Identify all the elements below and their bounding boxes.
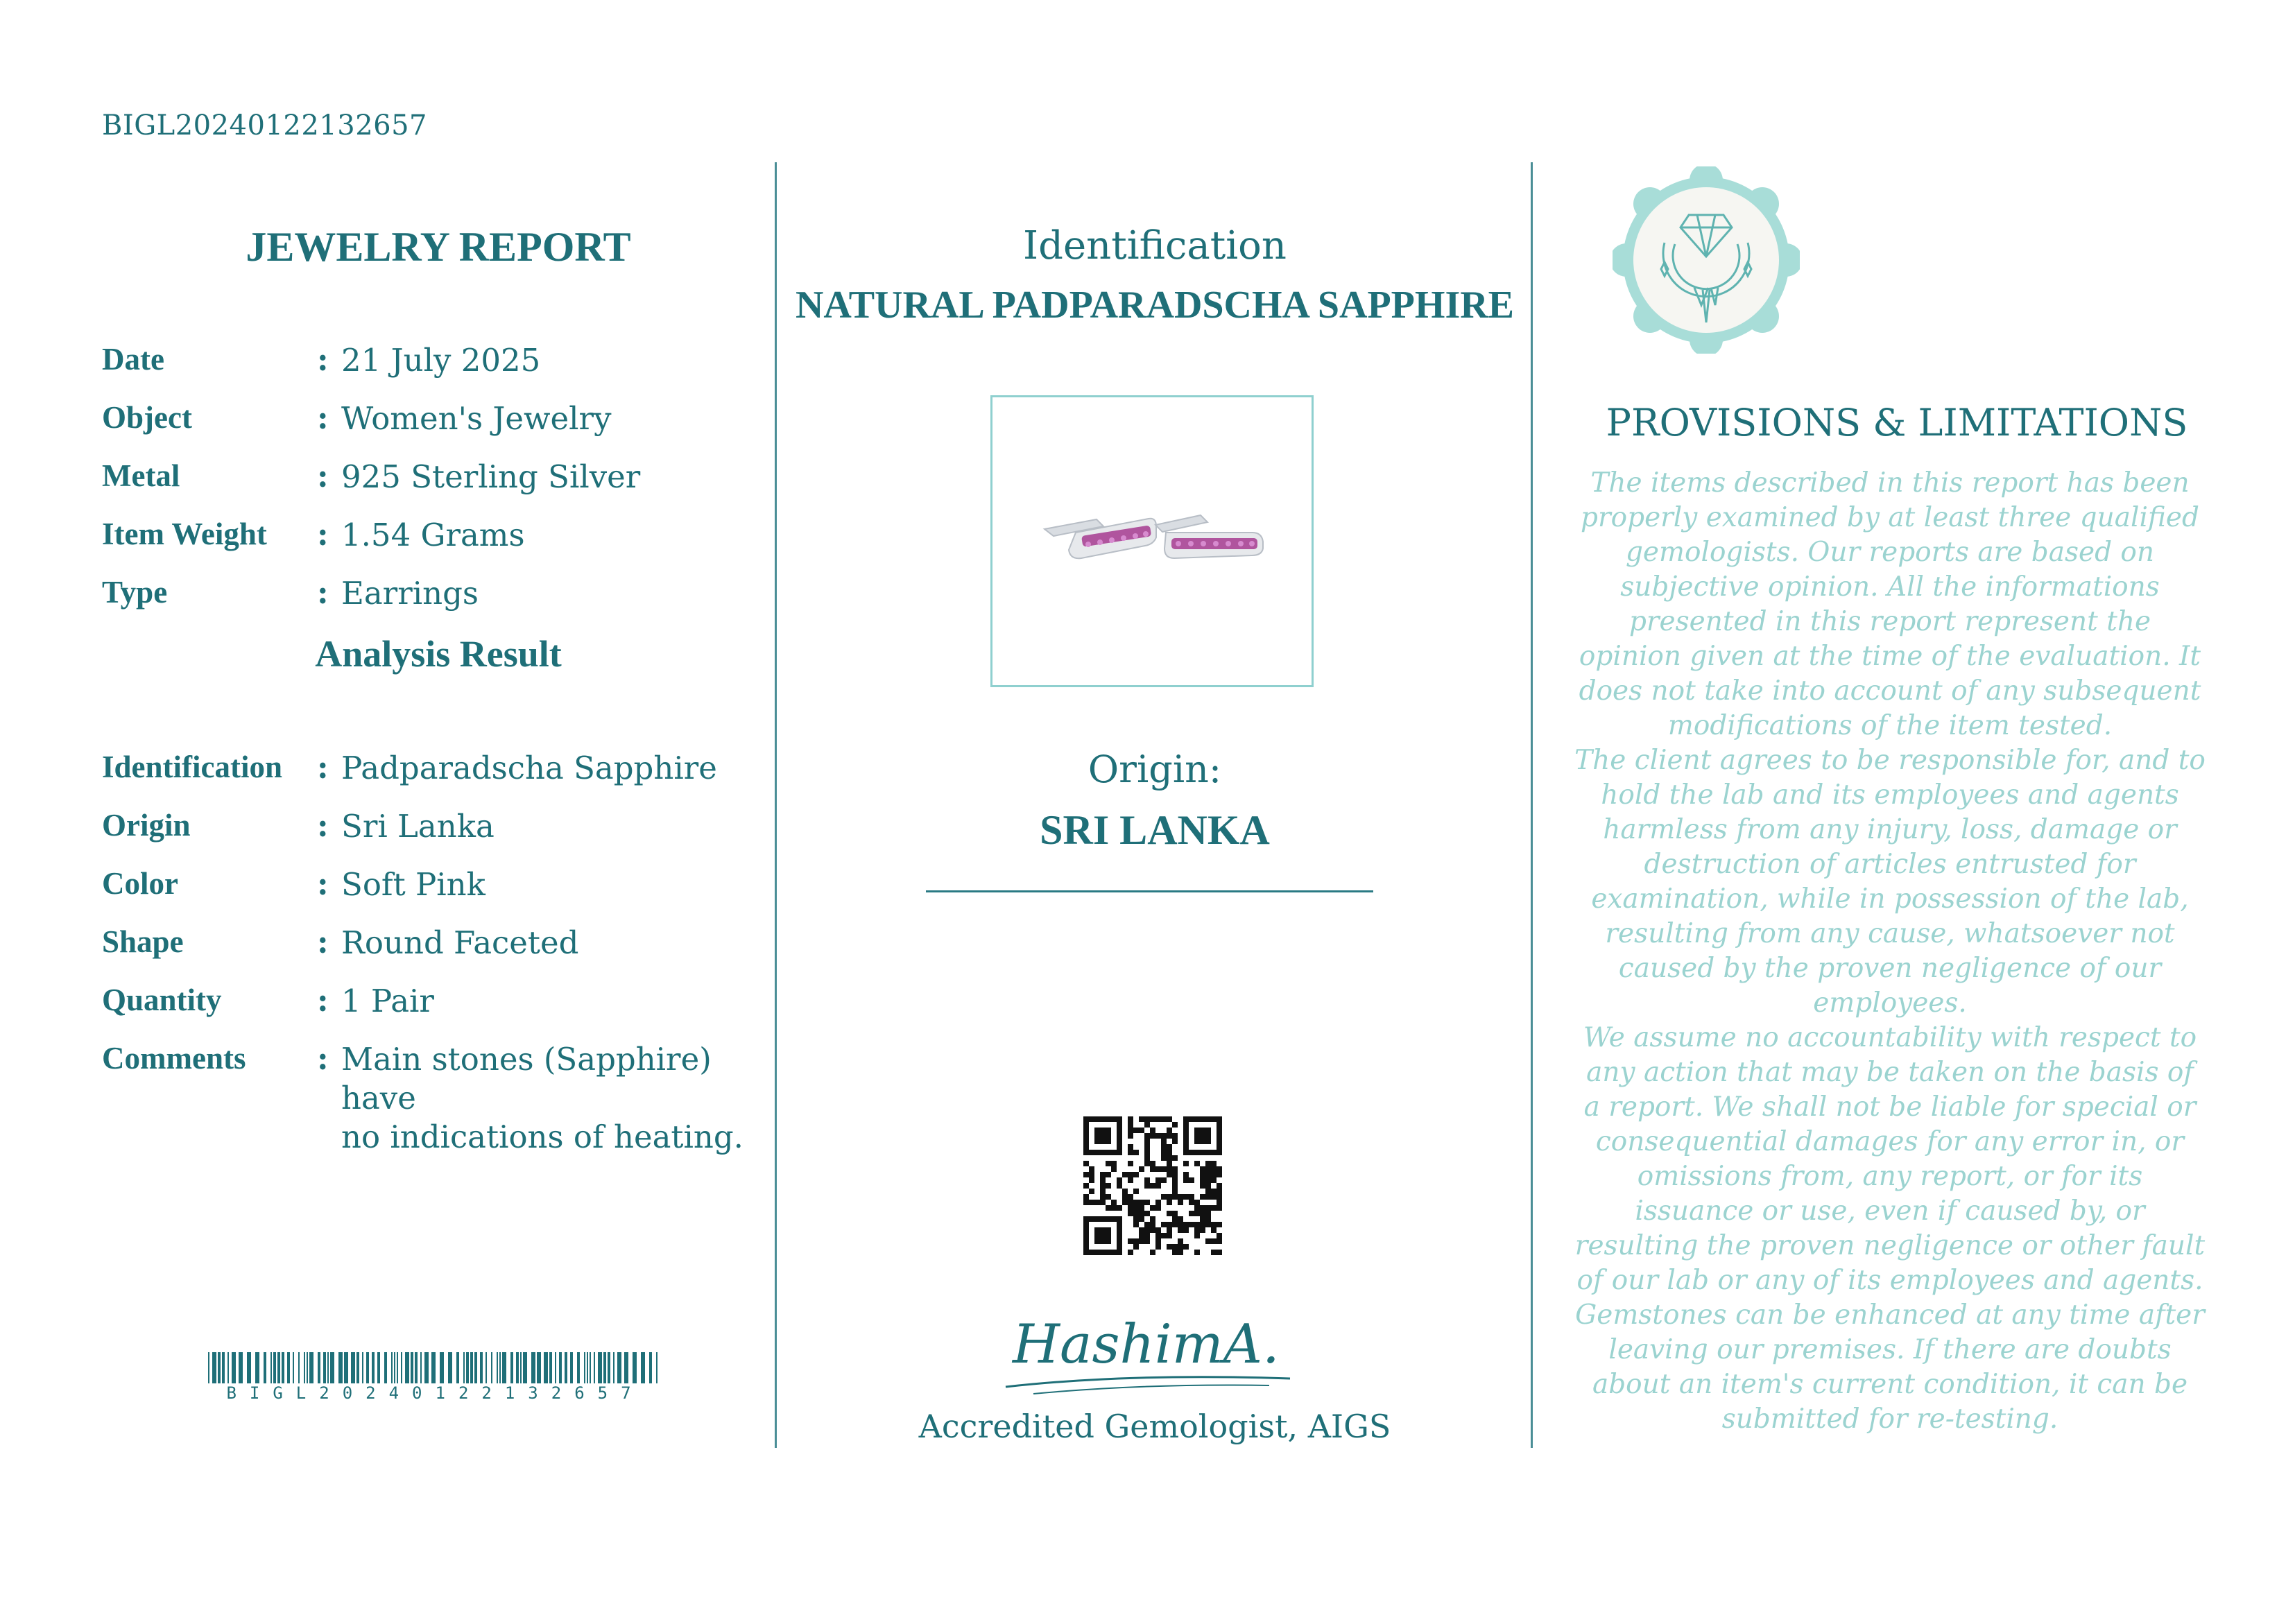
result-label: Comments	[102, 1041, 246, 1076]
detail-value: 1.54 Grams	[341, 517, 525, 553]
detail-row-object: Object : Women's Jewelry	[102, 399, 761, 448]
left-divider	[775, 162, 777, 1448]
result-label: Quantity	[102, 983, 222, 1017]
detail-value: Earrings	[341, 575, 479, 612]
result-row-shape: Shape : Round Faceted	[102, 924, 761, 972]
analysis-result-title: Analysis Result	[315, 633, 562, 675]
result-value: 1 Pair	[341, 983, 434, 1019]
result-row-origin: Origin : Sri Lanka	[102, 807, 761, 856]
result-row-comments: Comments : Main stones (Sapphire) have no indications of heating.	[102, 1040, 761, 1123]
provision-paragraph: The client agrees to be responsible for, and to hold the lab and its employees and agents harmless from any injury, loss, damage or destruction of articles entrusted for examination, while in possession of the lab, resulting from any cause, whatsoever not caused by the proven negligence of our employees.	[1574, 745, 2206, 1019]
comment-line-1: Main stones (Sapphire) have	[341, 1041, 712, 1116]
detail-label: Object	[102, 400, 192, 435]
origin-divider	[926, 890, 1373, 892]
identification-label: Identification	[1023, 223, 1287, 268]
result-label: Identification	[102, 750, 283, 784]
report-number: BIGL20240122132657	[102, 110, 427, 141]
result-value: Padparadscha Sapphire	[341, 750, 717, 786]
result-label: Color	[102, 866, 178, 901]
right-divider	[1531, 162, 1533, 1448]
item-photo-frame	[990, 395, 1314, 687]
result-row-identification: Identification : Padparadscha Sapphire	[102, 749, 761, 797]
detail-label: Item Weight	[102, 517, 267, 551]
result-row-quantity: Quantity : 1 Pair	[102, 982, 761, 1030]
earrings-photo	[992, 397, 1312, 685]
origin-label: Origin:	[1088, 748, 1222, 791]
detail-label: Type	[102, 575, 168, 610]
barcode-number: BIGL20240122132657	[226, 1383, 644, 1403]
provision-paragraph: Gemstones can be enhanced at any time after leaving our premises. If there are doubts about an item's current condition, it can be submitted for re-testing.	[1575, 1299, 2205, 1435]
provision-paragraph: The items described in this report has been properly examined by at least three qualified gemologists. Our reports are based on subjective opinion. All the informations presented in this report represent the opinion given at the time of the evaluation. It does not take into account of any subsequent modifications of the item tested.	[1579, 467, 2201, 741]
detail-value: 21 July 2025	[341, 342, 541, 379]
qr-code-icon[interactable]	[1083, 1116, 1222, 1255]
detail-row-metal: Metal : 925 Sterling Silver	[102, 458, 761, 506]
detail-label: Date	[102, 342, 164, 377]
detail-row-type: Type : Earrings	[102, 574, 761, 623]
signature	[992, 1297, 1297, 1401]
detail-row-item-weight: Item Weight : 1.54 Grams	[102, 516, 761, 564]
provision-paragraph: We assume no accountability with respect to any action that may be taken on the basis of a report. We shall not be liable for special or consequential damages for any error in, or omissions from, any report, or for its issuance or use, even if caused by, or resulting the proven negligence or other fault of our lab or any of its employees and agents.	[1574, 1022, 2206, 1296]
result-value: Soft Pink	[341, 866, 485, 903]
seal-logo-icon	[1613, 166, 1800, 354]
detail-value: Women's Jewelry	[341, 400, 612, 437]
signer-title: Accredited Gemologist, AIGS	[918, 1408, 1391, 1445]
result-row-color: Color : Soft Pink	[102, 865, 761, 914]
detail-row-date: Date : 21 July 2025	[102, 341, 761, 390]
report-title: JEWELRY REPORT	[246, 224, 631, 270]
result-value: Round Faceted	[341, 924, 579, 961]
barcode-icon	[208, 1352, 662, 1383]
result-label: Shape	[102, 924, 184, 959]
detail-value: 925 Sterling Silver	[341, 458, 641, 495]
signature-text: HashimA.	[1013, 1313, 1280, 1376]
detail-label: Metal	[102, 458, 180, 493]
provisions-title: PROVISIONS & LIMITATIONS	[1606, 401, 2188, 444]
identification-value: NATURAL PADPARADSCHA SAPPHIRE	[795, 284, 1515, 327]
result-value: Sri Lanka	[341, 808, 495, 845]
result-value	[341, 1040, 771, 1157]
origin-value: SRI LANKA	[1040, 807, 1270, 853]
result-label: Origin	[102, 808, 191, 843]
comment-line-2: no indications of heating.	[341, 1118, 743, 1155]
